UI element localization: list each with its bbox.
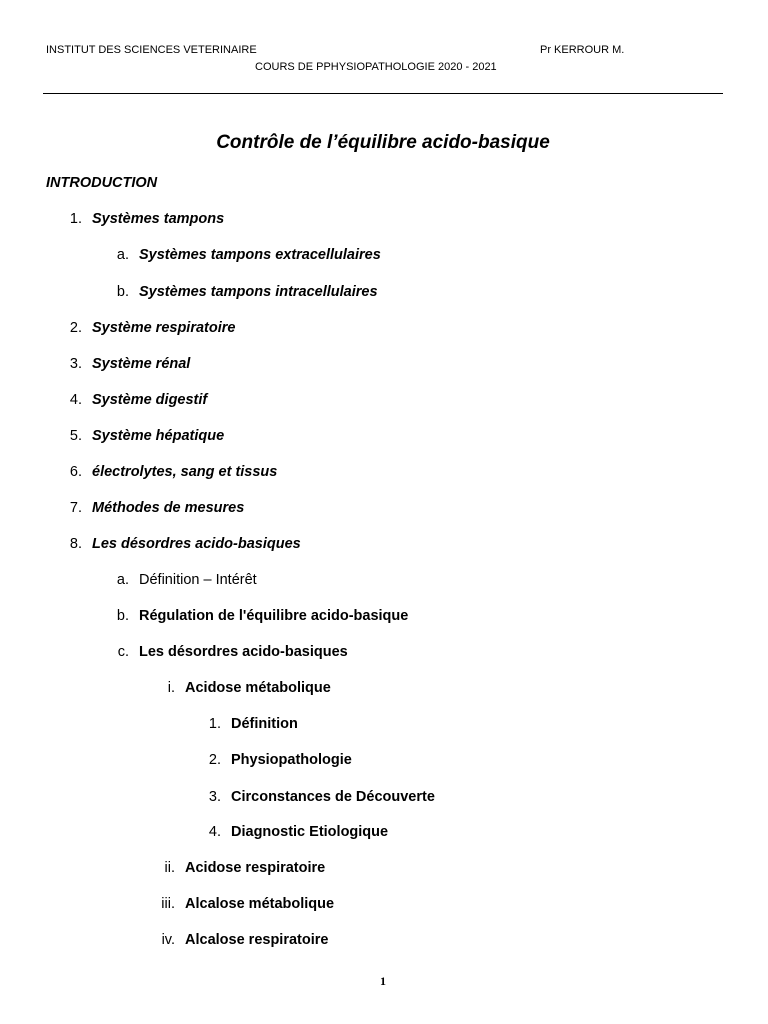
outline-text: électrolytes, sang et tissus: [92, 464, 278, 480]
outline-marker: 2.: [69, 320, 82, 336]
outline-marker: 1.: [69, 211, 82, 227]
outline-marker: 3.: [69, 356, 82, 372]
outline-text: Les désordres acido-basiques: [92, 536, 301, 552]
header-rule: [43, 93, 723, 94]
outline-marker: 2.: [208, 752, 221, 768]
outline-text: Système respiratoire: [92, 320, 236, 336]
outline-marker: 4.: [69, 392, 82, 408]
outline-text: Régulation de l'équilibre acido-basique: [139, 608, 409, 624]
outline-marker: b.: [116, 284, 129, 300]
outline-text: Définition: [231, 716, 298, 732]
document-title: Contrôle de l’équilibre acido-basique: [216, 132, 550, 153]
outline-marker: 5.: [69, 428, 82, 444]
outline-marker: iii.: [161, 896, 175, 912]
outline-text: Alcalose métabolique: [185, 896, 335, 912]
outline-text: Systèmes tampons: [92, 211, 225, 227]
outline-marker: 4.: [208, 824, 221, 840]
header-course: COURS DE PPHYSIOPATHOLOGIE 2020 - 2021: [255, 61, 497, 73]
outline-marker: 7.: [69, 500, 82, 516]
header-author: Pr KERROUR M.: [540, 44, 625, 56]
header-institution: INSTITUT DES SCIENCES VETERINAIRE: [46, 44, 257, 56]
outline-marker: 3.: [208, 789, 221, 805]
outline-text: Système rénal: [92, 356, 191, 372]
outline-text: Définition – Intérêt: [139, 572, 257, 588]
outline-text: Physiopathologie: [231, 752, 352, 768]
outline-text: Acidose métabolique: [185, 680, 331, 696]
outline-text: Systèmes tampons intracellulaires: [139, 284, 378, 300]
outline-marker: iv.: [161, 932, 175, 948]
outline-marker: b.: [116, 608, 129, 624]
outline-text: Alcalose respiratoire: [185, 932, 329, 948]
outline-marker: 1.: [208, 716, 221, 732]
outline-marker: 6.: [69, 464, 82, 480]
outline-marker: i.: [167, 680, 175, 696]
outline-text: Système digestif: [92, 392, 208, 408]
outline-marker: a.: [116, 572, 129, 588]
outline-text: Diagnostic Etiologique: [231, 824, 389, 840]
outline-marker: a.: [116, 247, 129, 263]
outline-text: Systèmes tampons extracellulaires: [139, 247, 381, 263]
outline-text: Les désordres acido-basiques: [139, 644, 348, 660]
outline-text: Système hépatique: [92, 428, 225, 444]
outline-marker: c.: [117, 644, 129, 660]
outline-text: Acidose respiratoire: [185, 860, 326, 876]
outline-marker: ii.: [164, 860, 175, 876]
page-number: 1: [380, 974, 386, 988]
outline-text: Circonstances de Découverte: [231, 789, 435, 805]
introduction-heading: INTRODUCTION: [46, 175, 158, 191]
outline-text: Méthodes de mesures: [92, 500, 245, 516]
outline-marker: 8.: [69, 536, 82, 552]
